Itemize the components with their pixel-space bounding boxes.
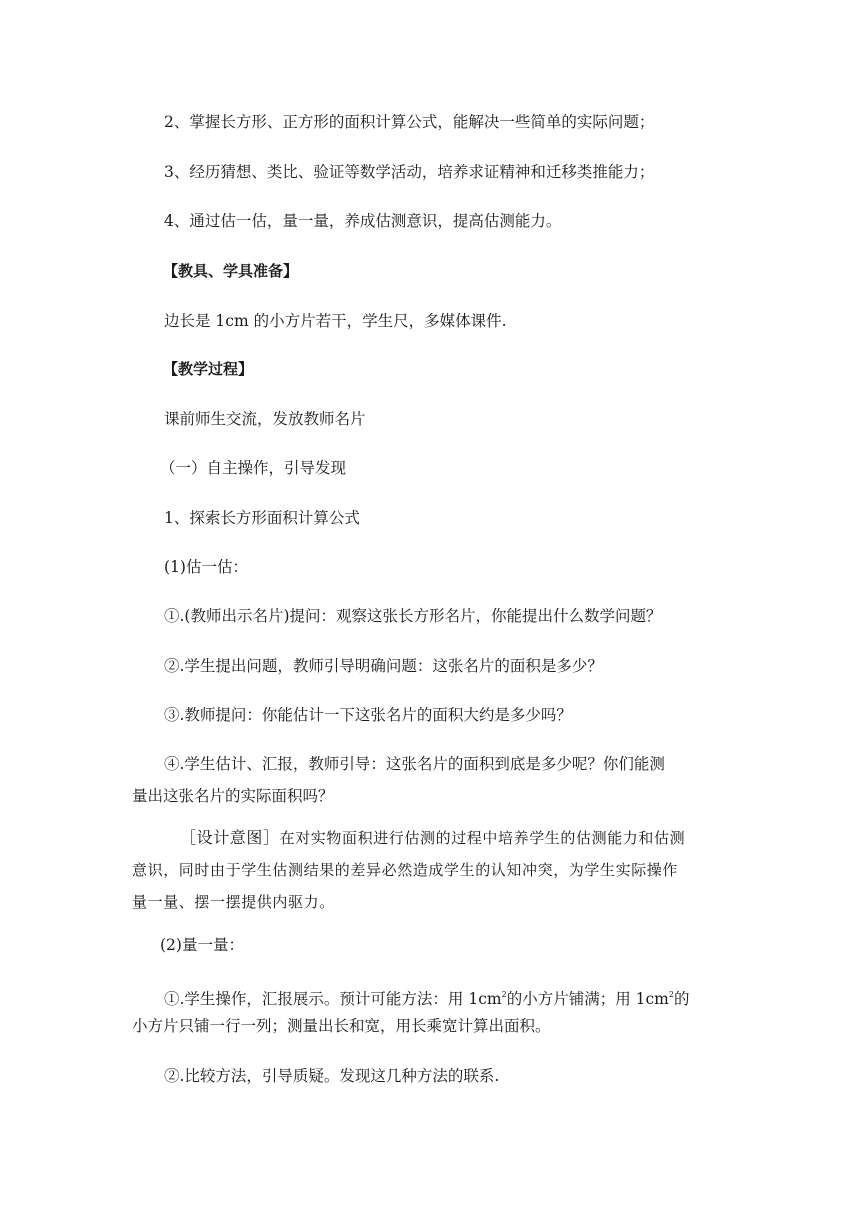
objective-2: 2、掌握长方形、正方形的面积计算公式，能解决一些简单的实际问题；: [164, 113, 655, 131]
heading-tools: 【教具、学具准备】: [163, 262, 299, 280]
intro-text: 课前师生交流，发放教师名片: [164, 410, 366, 428]
objective-3: 3、经历猜想、类比、验证等数学活动，培养求证精神和迁移类推能力；: [164, 163, 655, 181]
step-2-item-a-line1: [164, 985, 689, 1009]
step-1-item-a: ①.(教师出示名片)提问：观察这张长方形名片，你能提出什么数学问题？: [164, 607, 662, 625]
objective-4: 4、通过估一估，量一量，养成估测意识，提高估测能力。: [164, 212, 562, 230]
superscript-2: 2: [501, 990, 507, 999]
sub-1-title: 1、探索长方形面积计算公式: [164, 509, 360, 527]
step-2-title: (2)量一量：: [160, 936, 244, 954]
step-1-item-d-line1: ④.学生估计、汇报，教师引导：这张名片的面积到底是多少呢？你们能测: [164, 755, 665, 773]
superscript-2b: 2: [668, 990, 674, 999]
tools-text: 边长是 1cm 的小方片若干，学生尺，多媒体课件.: [164, 312, 507, 330]
step-1-item-c: ③.教师提问：你能估计一下这张名片的面积大约是多少吗？: [164, 706, 572, 724]
step-2-item-a-text2: 的小方片铺满；用 1cm: [506, 990, 669, 1008]
design-intent-tag: ［设计意图］: [180, 828, 280, 847]
step-1-item-b: ②.学生提出问题，教师引导明确问题：这张名片的面积是多少？: [164, 657, 603, 675]
heading-process: 【教学过程】: [163, 360, 254, 378]
step-2-item-a-line2: 小方片只铺一行一列；测量出长和宽，用长乘宽计算出面积。: [132, 1017, 551, 1035]
design-intent-line3: 量一量、摆一摆提供内驱力。: [132, 893, 335, 911]
step-2-item-a-text3: 的: [673, 990, 690, 1008]
design-intent-line1: 在对实物面积进行估测的过程中培养学生的估测能力和估测: [279, 829, 686, 847]
design-intent-paragraph: [132, 822, 730, 918]
step-2-item-a-text1: ①.学生操作，汇报展示。预计可能方法：用 1cm: [164, 990, 502, 1008]
step-2-item-b: ②.比较方法，引导质疑。发现这几种方法的联系.: [164, 1067, 500, 1085]
step-1-title: (1)估一估：: [164, 558, 248, 576]
section-1-title: （一）自主操作，引导发现: [160, 459, 347, 477]
step-1-item-d-line2: 量出这张名片的实际面积吗？: [132, 787, 334, 805]
design-intent-line2: 意识，同时由于学生估测结果的差异必然造成学生的认知冲突，为学生实际操作: [132, 861, 679, 879]
